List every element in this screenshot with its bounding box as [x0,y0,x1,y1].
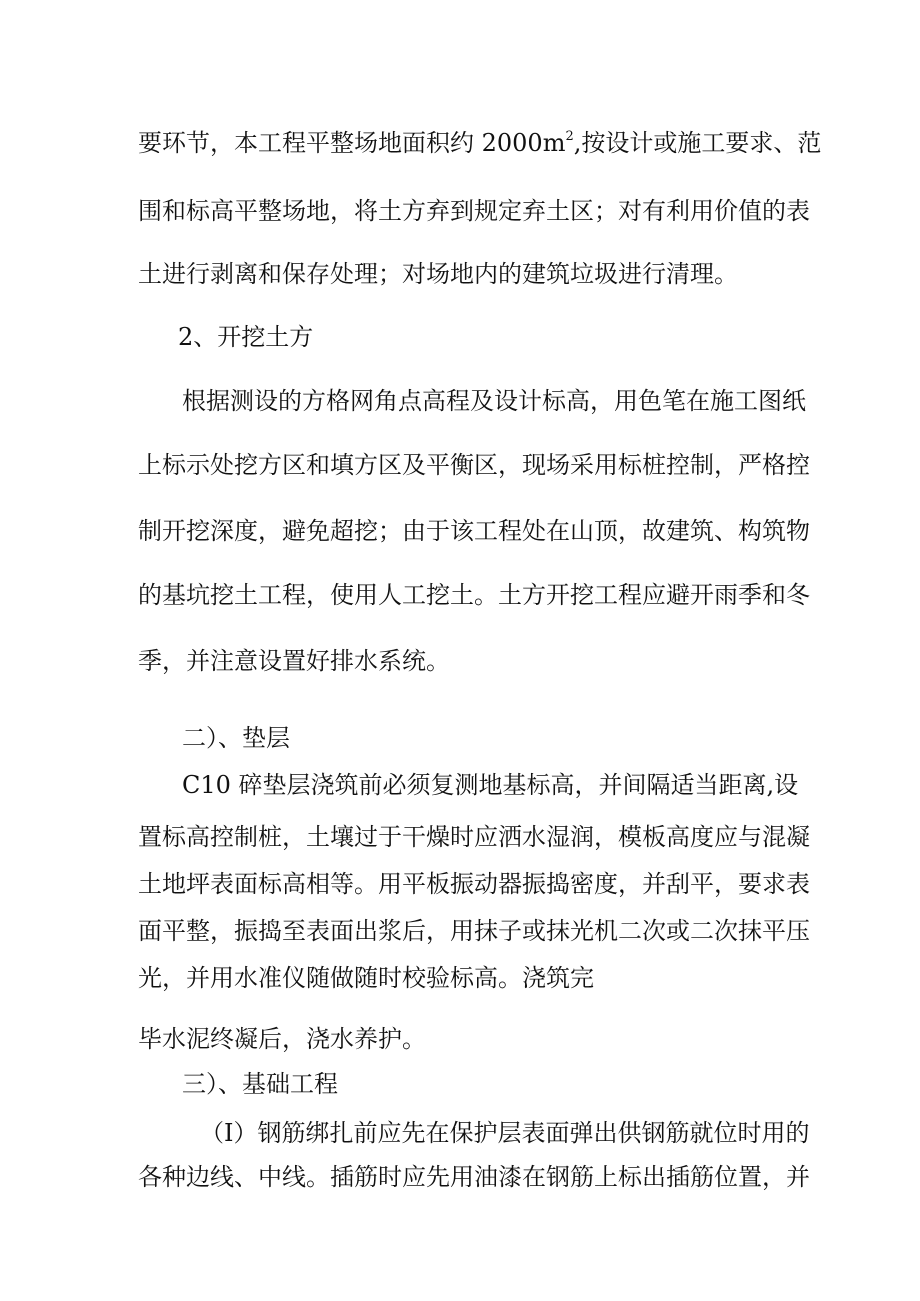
paragraph-line: 根据测设的方格网角点高程及设计标高，用色笔在施工图纸 [182,387,806,415]
paragraph-line: 土进行剥离和保存处理；对场地内的建筑垃圾进行清理。 [138,260,738,288]
section-heading: 二）、垫层 [182,724,290,752]
paragraph-line: 土地坪表面标高相等。用平板振动器振捣密度，并刮平，要求表 [138,870,810,898]
paragraph-line: 置标高控制桩，土壤过于干燥时应洒水湿润，模板高度应与混凝 [138,823,810,851]
section-heading: 2、开挖土方 [178,323,314,351]
paragraph-line: 的基坑挖土工程，使用人工挖土。土方开挖工程应避开雨季和冬 [138,581,810,609]
paragraph-line: 光，并用水准仪随做随时校验标高。浇筑完 [138,964,594,992]
paragraph-line: 季，并注意设置好排水系统。 [138,647,450,675]
paragraph-line: 制开挖深度，避免超挖；由于该工程处在山顶，故建筑、构筑物 [138,517,810,545]
paragraph-line: 围和标高平整场地，将土方弃到规定弃土区；对有利用价值的表 [138,197,810,225]
paragraph-line: 面平整，振捣至表面出浆后，用抹子或抹光机二次或二次抹平压 [138,917,810,945]
paragraph-line: 要环节，本工程平整场地面积约 $2000m^2$,按设计或施工要求、范 [138,129,822,157]
paragraph-line: （I）钢筋绑扎前应先在保护层表面弹出供钢筋就位时用的 [200,1119,810,1147]
section-heading: 三）、基础工程 [182,1070,338,1098]
paragraph-line: 上标示处挖方区和填方区及平衡区，现场采用标桩控制，严格控 [138,451,810,479]
paragraph-line: 毕水泥终凝后，浇水养护。 [138,1025,426,1053]
paragraph-line: C10 碎垫层浇筑前必须复测地基标高，并间隔适当距离,设 [182,771,799,799]
paragraph-line: 各种边线、中线。插筋时应先用油漆在钢筋上标出插筋位置，并 [138,1163,810,1191]
